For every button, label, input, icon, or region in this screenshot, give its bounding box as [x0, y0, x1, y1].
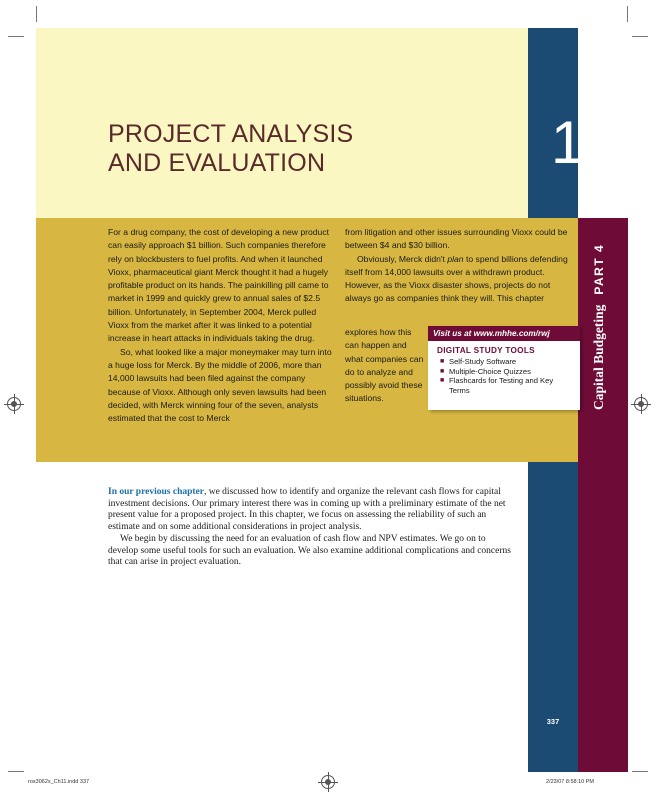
digital-study-tools-box — [428, 326, 580, 410]
trim-mark — [632, 36, 648, 37]
page-number: 337 — [546, 717, 560, 726]
intro-paragraph: from litigation and other issues surrounding Vioxx could be between $4 and $30 billion. — [345, 227, 568, 251]
intro-paragraph: So, what looked like a major moneymaker may turn into a huge loss for Merck. By the middle of 2006, more than 14,000 lawsuits had been filed against the company because of Vioxx. Although only seven lawsuits had been decided, with Merck winning four of the seven, analysts estimated that the cost to Merck — [108, 346, 332, 424]
study-tools-list — [428, 356, 580, 395]
trim-mark — [627, 6, 628, 22]
chapter-title-line: AND EVALUATION — [108, 149, 326, 177]
intro-right-column — [345, 226, 575, 306]
list-item — [440, 357, 574, 367]
bullet-icon: ■ — [440, 377, 445, 384]
bullet-icon: ■ — [440, 367, 445, 375]
slug-filename: ros3062x_Ch11.indd 337 — [28, 779, 90, 785]
body-text — [108, 487, 518, 569]
trim-mark — [8, 36, 24, 37]
intro-text: Obviously, Merck didn't — [357, 253, 448, 264]
intro-paragraph — [345, 253, 575, 306]
slug-timestamp: 2/23/07 8:58:10 PM — [546, 779, 595, 785]
body-text-run: , we discussed how to identify and organize the relevant cash flows for capital investment decisions. Our primary interest there was in coming up with a preliminary estimate of the net present value for a proposed project. In this chapter, we focus on assessing the reliability of such an estimate and on some additional considerations in project analysis. — [108, 487, 506, 533]
study-tools-link[interactable]: Visit us at www.mhhe.com/rwj — [428, 326, 580, 341]
trim-mark — [36, 6, 37, 22]
body-paragraph — [108, 487, 518, 534]
body-paragraph: We begin by discussing the need for an evaluation of cash flow and NPV estimates. We go on to develop some useful tools for such an evaluation. We also examine additional complications and concerns that can arise in project evaluation. — [108, 533, 511, 568]
list-item-label: Self-Study Software — [449, 357, 517, 366]
registration-mark-icon — [321, 775, 335, 789]
trim-mark — [632, 771, 648, 772]
lead-in-link[interactable]: In our previous chapter — [108, 487, 204, 497]
trim-mark — [8, 771, 24, 772]
part-name: Capital Budgeting — [591, 304, 606, 410]
intro-left-column — [108, 226, 336, 425]
list-item — [440, 367, 574, 377]
study-tools-title: DIGITAL STUDY TOOLS — [437, 346, 535, 355]
list-item-label: Multiple-Choice Quizzes — [449, 366, 531, 376]
bullet-icon: ■ — [440, 358, 445, 365]
intro-right-narrow-column — [345, 326, 425, 406]
part-label-vertical — [591, 150, 607, 410]
list-item — [440, 376, 574, 395]
intro-paragraph: For a drug company, the cost of developing a new product can easily approach $1 billion. Such companies therefore rely on blockbusters to fuel profits. And when it launched Vioxx, pharmaceutical giant Merck thought it had a hugely profitable product on its hands. The painkilling pill came to market in 1999 and quickly grew to annual sales of $2.5 billion. Unfortunately, in September 2004, Merck pulled Vioxx from the market after it was linked to a potential increase in heart attacks in individuals taking the drug. — [108, 227, 330, 344]
part-number: PART 4 — [592, 243, 606, 295]
intro-emphasis: plan — [447, 253, 464, 264]
list-item-label: Flashcards for Testing and Key Terms — [449, 376, 554, 395]
registration-mark-icon — [634, 397, 648, 411]
chapter-number: 11 — [550, 109, 606, 176]
chapter-title — [108, 120, 488, 178]
registration-mark-icon — [7, 397, 21, 411]
chapter-title-line: PROJECT ANALYSIS — [108, 120, 354, 148]
intro-text: to spend billions defending itself from 14,000 lawsuits over a withdrawn product. However, as the Vioxx disaster shows, projects do not always go as companies think they will. This chapter — [345, 253, 568, 304]
intro-paragraph: explores how this can happen and what companies can do to analyze and possibly avoid these situations. — [345, 327, 424, 404]
